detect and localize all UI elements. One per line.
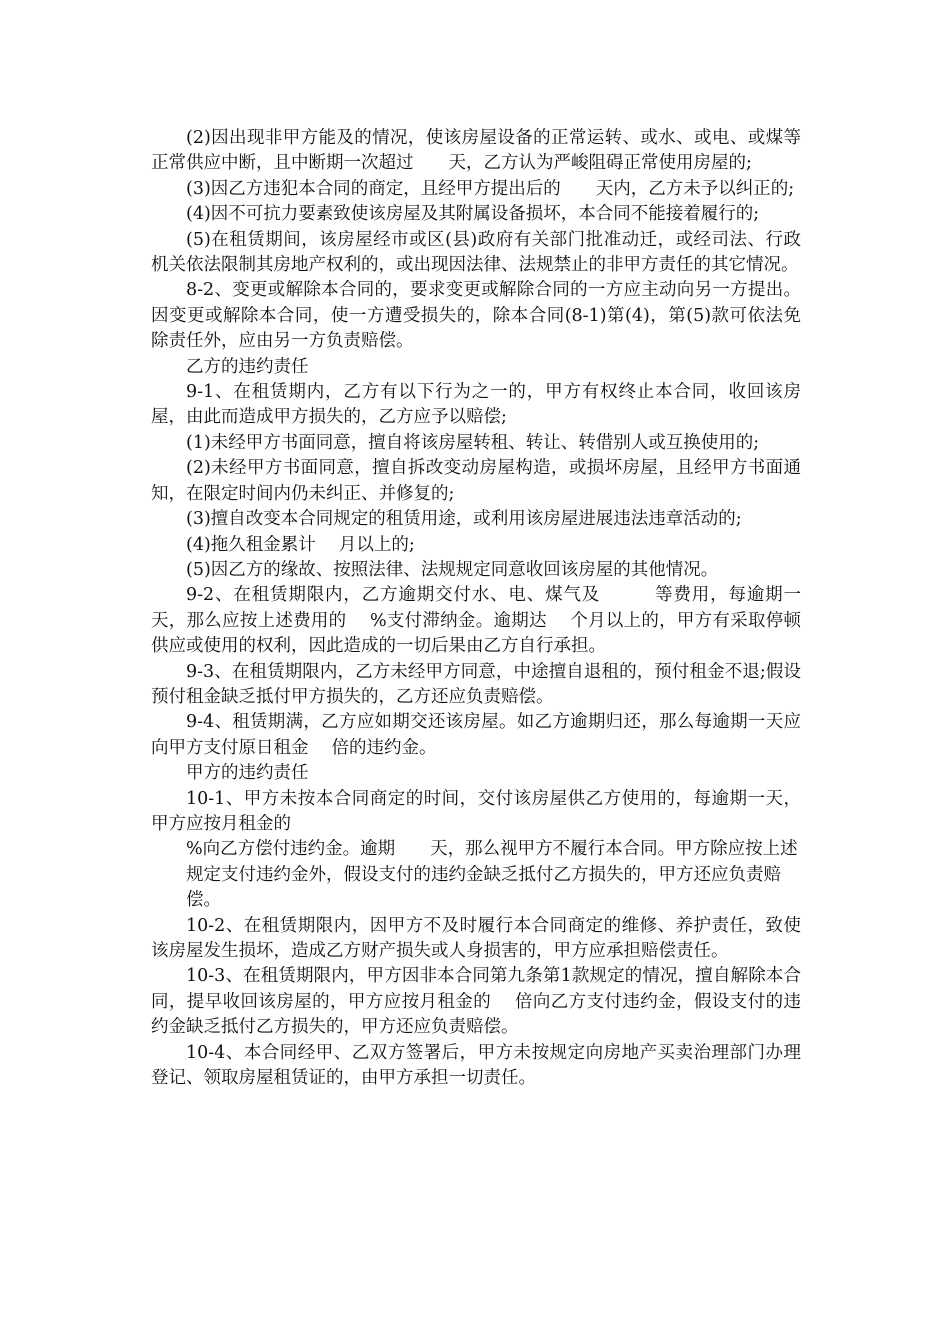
paragraph-19: 10-2、在租赁期限内，因甲方不及时履行本合同商定的维修、养护责任，致使该房屋发生损坏，造成乙方财产损失或人身损害的，甲方应承担赔偿责任。 [151, 915, 801, 961]
paragraph-9: (2)未经甲方书面同意，擅自拆改变动房屋构造，或损坏房屋，且经甲方书面通知，在限定时间内仍未纠正、并修复的; [151, 458, 801, 504]
paragraph-18: %向乙方偿付违约金。逾期 天，那么视甲方不履行本合同。甲方除应按上述规定支付违约金外，假设支付的违约金缺乏抵付乙方损失的，甲方还应负责赔偿。 [186, 839, 798, 911]
paragraph-20: 10-3、在租赁期限内，甲方因非本合同第九条第1款规定的情况，擅自解除本合同，提早收回该房屋的，甲方应按月租金的 倍向乙方支付违约金，假设支付的违约金缺乏抵付乙方损失的，甲方还应负责赔偿。 [151, 966, 801, 1038]
contract-body [151, 126, 801, 1091]
paragraph-12: (5)因乙方的缘故、按照法律、法规规定同意收回该房屋的其他情况。 [186, 559, 719, 580]
section-heading-landlord-liability: 甲方的违约责任 [186, 763, 309, 784]
paragraph-14: 9-3、在租赁期限内，乙方未经甲方同意，中途擅自退租的，预付租金不退;假设预付租金缺乏抵付甲方损失的，乙方还应负责赔偿。 [151, 661, 801, 707]
section-heading-tenant-liability: 乙方的违约责任 [186, 356, 309, 377]
paragraph-13: 9-2、在租赁期限内，乙方逾期交付水、电、煤气及 等费用，每逾期一天，那么应按上述费用的 %支付滞纳金。逾期达 个月以上的，甲方有采取停顿供应或使用的权利，因此造成的一切后果由乙方自行承担。 [151, 585, 801, 657]
paragraph-17: 10-1、甲方未按本合同商定的时间，交付该房屋供乙方使用的，每逾期一天，甲方应按月租金的 [151, 788, 801, 834]
paragraph-1: (2)因出现非甲方能及的情况，使该房屋设备的正常运转、或水、或电、或煤等正常供应中断，且中断期一次超过 天，乙方认为严峻阻碍正常使用房屋的; [151, 128, 801, 174]
paragraph-3: (4)因不可抗力要素致使该房屋及其附属设备损坏，本合同不能接着履行的; [186, 204, 760, 225]
paragraph-21: 10-4、本合同经甲、乙双方签署后，甲方未按规定向房地产买卖治理部门办理登记、领取房屋租赁证的，由甲方承担一切责任。 [151, 1042, 801, 1089]
paragraph-8: (1)未经甲方书面同意，擅自将该房屋转租、转让、转借别人或互换使用的; [186, 432, 760, 453]
paragraph-7: 9-1、在租赁期内，乙方有以下行为之一的，甲方有权终止本合同，收回该房屋，由此而造成甲方损失的，乙方应予以赔偿; [151, 382, 801, 428]
paragraph-5: 8-2、变更或解除本合同的，要求变更或解除合同的一方应主动向另一方提出。因变更或解除本合同，使一方遭受损失的，除本合同(8-1)第(4)，第(5)款可依法免除责任外，应由另一方负责赔偿。 [151, 280, 801, 352]
paragraph-11: (4)拖久租金累计 月以上的; [186, 534, 415, 555]
paragraph-2: (3)因乙方违犯本合同的商定，且经甲方提出后的 天内，乙方未予以纠正的; [186, 178, 795, 199]
paragraph-10: (3)擅自改变本合同规定的租赁用途，或利用该房屋进展违法违章活动的; [186, 509, 742, 530]
paragraph-4: (5)在租赁期间，该房屋经市或区(县)政府有关部门批准动迁，或经司法、行政机关依法限制其房地产权利的，或出现因法律、法规禁止的非甲方责任的其它情况。 [151, 229, 801, 276]
paragraph-15: 9-4、租赁期满，乙方应如期交还该房屋。如乙方逾期归还，那么每逾期一天应向甲方支付原日租金 倍的违约金。 [151, 712, 801, 758]
